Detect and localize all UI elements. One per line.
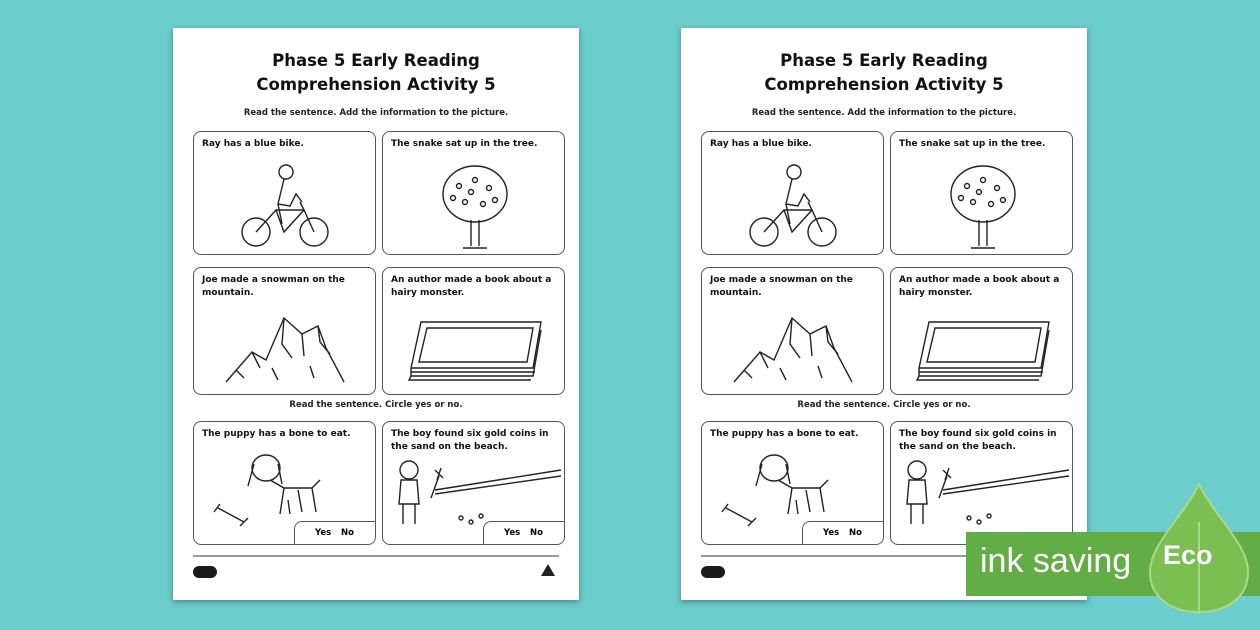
panel-puppy (193, 421, 376, 545)
panel-bike (701, 131, 884, 255)
worksheet-preview-eco (681, 28, 1087, 600)
puppy-icon (204, 450, 334, 530)
puppy-icon (712, 450, 842, 530)
worksheet-preview-standard (173, 28, 579, 600)
yes-option[interactable]: Yes (504, 528, 521, 538)
panel-text: Joe made a snowman on the mountain. (202, 275, 345, 298)
twinkl-logo (193, 566, 217, 578)
instruction-add-info: Read the sentence. Add the information to the picture. (243, 108, 509, 118)
worksheet-title-line2: Comprehension Activity 5 (256, 75, 496, 94)
panel-text: The snake sat up in the tree. (391, 139, 538, 149)
no-option[interactable]: No (849, 528, 862, 538)
panel-mountain (701, 267, 884, 395)
worksheet-title-line1: Phase 5 Early Reading (780, 51, 988, 70)
instruction-add-info: Read the sentence. Add the information to the picture. (751, 108, 1017, 118)
book-icon (911, 316, 1056, 386)
instruction-yes-no: Read the sentence. Circle yes or no. (797, 400, 971, 410)
panel-beach (890, 421, 1073, 545)
worksheet-title-line1: Phase 5 Early Reading (272, 51, 480, 70)
panel-text: The snake sat up in the tree. (899, 139, 1046, 149)
mountain-icon (222, 308, 352, 388)
panel-tree (382, 131, 565, 255)
panel-text: Ray has a blue bike. (710, 139, 812, 149)
no-option[interactable]: No (341, 528, 354, 538)
panel-puppy (701, 421, 884, 545)
panel-text: The boy found six gold coins in the sand on the beach. (899, 429, 1057, 452)
twinkl-logo (701, 566, 725, 578)
panel-book (382, 267, 565, 395)
cyclist-icon (742, 162, 842, 252)
panel-tree (890, 131, 1073, 255)
yes-no-box (802, 521, 884, 545)
panel-mountain (193, 267, 376, 395)
panel-text: Ray has a blue bike. (202, 139, 304, 149)
instruction-yes-no: Read the sentence. Circle yes or no. (289, 400, 463, 410)
footer-divider (193, 555, 559, 557)
beach-boy-icon (899, 458, 1069, 538)
book-icon (403, 316, 548, 386)
tree-icon (435, 162, 515, 252)
cyclist-icon (234, 162, 334, 252)
yes-no-box (483, 521, 565, 545)
panel-text: The puppy has a bone to eat. (202, 429, 351, 439)
yes-option[interactable]: Yes (823, 528, 840, 538)
mountain-icon (730, 308, 860, 388)
quality-seal-icon (539, 562, 557, 578)
panel-beach (382, 421, 565, 545)
panel-book (890, 267, 1073, 395)
tree-icon (943, 162, 1023, 252)
no-option[interactable]: No (530, 528, 543, 538)
panel-text: The boy found six gold coins in the sand on the beach. (391, 429, 549, 452)
eco-label: Eco (1163, 540, 1213, 570)
panel-bike (193, 131, 376, 255)
yes-option[interactable]: Yes (315, 528, 332, 538)
panel-text: The puppy has a bone to eat. (710, 429, 859, 439)
panel-text: An author made a book about a hairy monster. (899, 275, 1060, 298)
ink-saving-label: ink saving (980, 542, 1132, 580)
yes-no-box (294, 521, 376, 545)
panel-text: An author made a book about a hairy monster. (391, 275, 552, 298)
worksheet-title-line2: Comprehension Activity 5 (764, 75, 1004, 94)
panel-text: Joe made a snowman on the mountain. (710, 275, 853, 298)
